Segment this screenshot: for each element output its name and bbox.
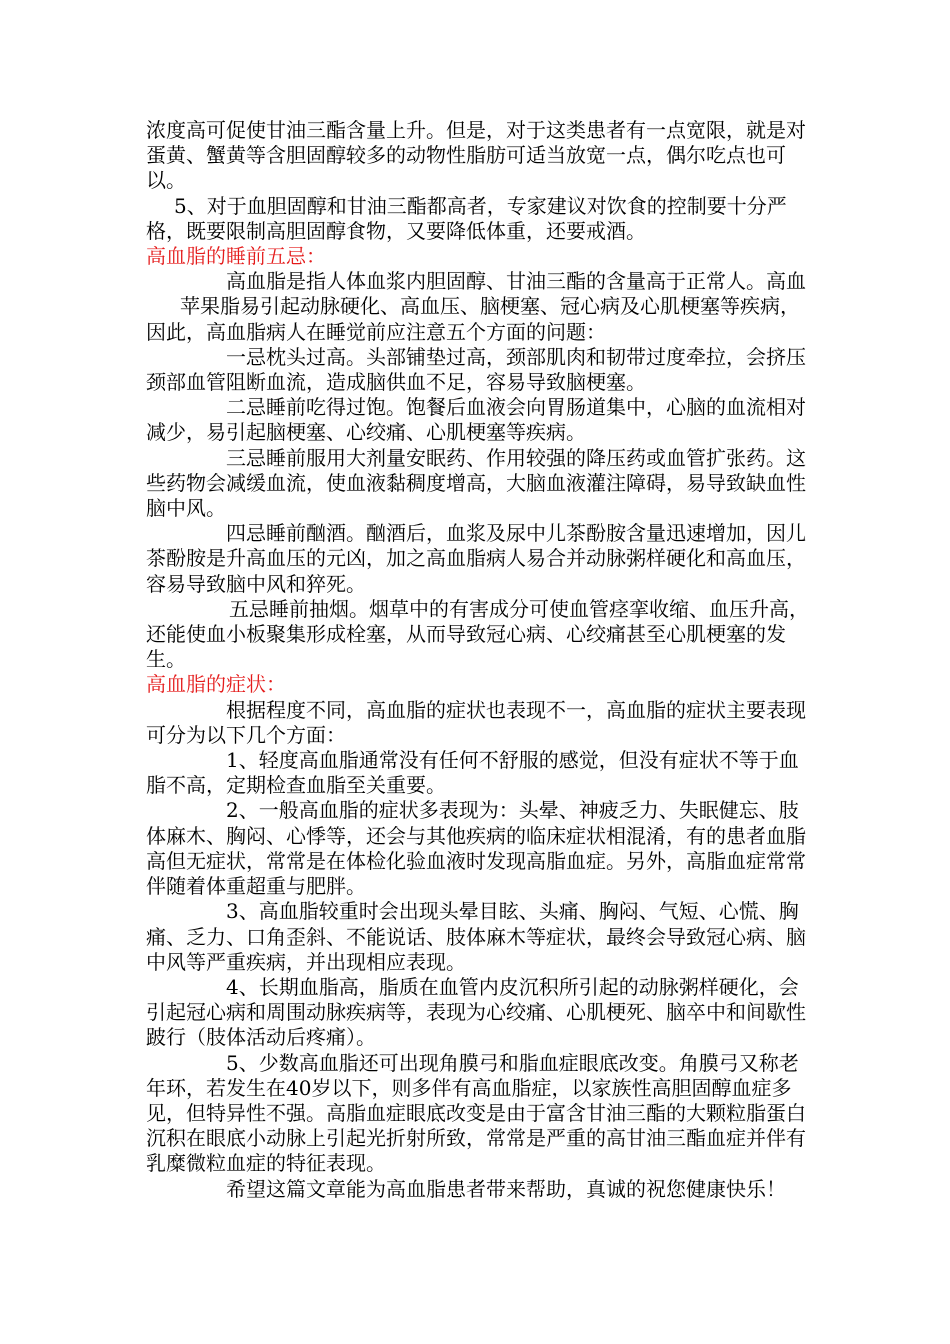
paragraph-intro-sleep — [146, 269, 814, 345]
paragraph-symptom-1: 1、轻度高血脂通常没有任何不舒服的感觉，但没有症状不等于血脂不高，定期检查血脂至关重要。 — [146, 748, 799, 798]
paragraph-taboo-2: 二忌睡前吃得过饱。饱餐后血液会向胃肠道集中，心脑的血流相对减少，易引起脑梗塞、心绞痛、心肌梗塞等疾病。 — [146, 395, 806, 445]
paragraph-taboo-1: 一忌枕头过高。头部铺垫过高，颈部肌肉和韧带过度牵拉，会挤压颈部血管阻断血流，造成脑供血不足，容易导致脑梗塞。 — [146, 344, 806, 395]
paragraph-symptom-2: 2、一般高血脂的症状多表现为：头晕、神疲乏力、失眠健忘、肢体麻木、胸闷、心悸等，还会与其他疾病的临床症状相混淆，有的患者血脂高但无症状，常常是在体检化验血液时发现高脂血症。另外，高脂血症常常伴随着体重超重与肥胖。 — [146, 798, 806, 899]
paragraph-symptom-3: 3、高血脂较重时会出现头晕目眩、头痛、胸闷、气短、心慌、胸痛、乏力、口角歪斜、不能说话、肢体麻木等症状，最终会导致冠心病、脑中风等严重疾病，并出现相应表现。 — [146, 899, 806, 974]
intro-text-part1: 高血脂是指人体血浆内胆固醇、甘油三酯的含量高于正常人。高血 — [226, 269, 806, 294]
paragraph-diet-control: 5、对于血胆固醇和甘油三酯都高者，专家建议对饮食的控制要十分严格，既要限制高胆固醇食物，又要降低体重，还要戒酒。 — [146, 193, 787, 243]
paragraph-symptom-5: 5、少数高血脂还可出现角膜弓和脂血症眼底改变。角膜弓又称老年环，若发生在40岁以下，则多伴有高血脂症，以家族性高胆固醇血症多见，但特异性不强。高脂血症眼底改变是由于富含甘油三酯的大颗粒脂蛋白沉积在眼底小动脉上引起光折射所致，常常是严重的高甘油三酯血症并伴有乳糜微粒血症的特征表现。 — [146, 1050, 806, 1176]
section-heading-sleep-taboos: 高血脂的睡前五忌： — [146, 244, 326, 269]
paragraph-taboo-3: 三忌睡前服用大剂量安眠药、作用较强的降压药或血管扩张药。这些药物会减缓血流，使血液黏稠度增高，大脑血液灌注障碍，易导致缺血性脑中风。 — [146, 445, 806, 521]
paragraph-symptom-4: 4、长期血脂高，脂质在血管内皮沉积所引起的动脉粥样硬化，会引起冠心病和周围动脉疾病等，表现为心绞痛、心肌梗死、脑卒中和间歇性跛行（肢体活动后疼痛）。 — [146, 974, 806, 1050]
paragraph-continuation: 浓度高可促使甘油三酯含量上升。但是，对于这类患者有一点宽限，就是对蛋黄、蟹黄等含胆固醇较多的动物性脂肪可适当放宽一点，偶尔吃点也可以。 — [146, 118, 806, 193]
document-body — [146, 118, 814, 1202]
paragraph-closing: 希望这篇文章能为高血脂患者带来帮助，真诚的祝您健康快乐！ — [226, 1176, 786, 1201]
paragraph-taboo-5: 五忌睡前抽烟。烟草中的有害成分可使血管痉挛收缩、血压升高，还能使血小板聚集形成栓塞，从而导致冠心病、心绞痛甚至心肌梗塞的发生。 — [146, 596, 809, 672]
intro-text-part2: 苹果脂易引起动脉硬化、高血压、脑梗塞、冠心病及心肌梗塞等疾病，因此，高血脂病人在睡觉前应注意五个方面的问题： — [146, 294, 800, 344]
section-heading-symptoms: 高血脂的症状： — [146, 672, 286, 697]
paragraph-symptoms-intro: 根据程度不同，高血脂的症状也表现不一，高血脂的症状主要表现可分为以下几个方面： — [146, 697, 806, 747]
paragraph-taboo-4: 四忌睡前酗酒。酗酒后，血浆及尿中儿茶酚胺含量迅速增加，因儿茶酚胺是升高血压的元凶，加之高血脂病人易合并动脉粥样硬化和高血压，容易导致脑中风和猝死。 — [146, 521, 806, 596]
